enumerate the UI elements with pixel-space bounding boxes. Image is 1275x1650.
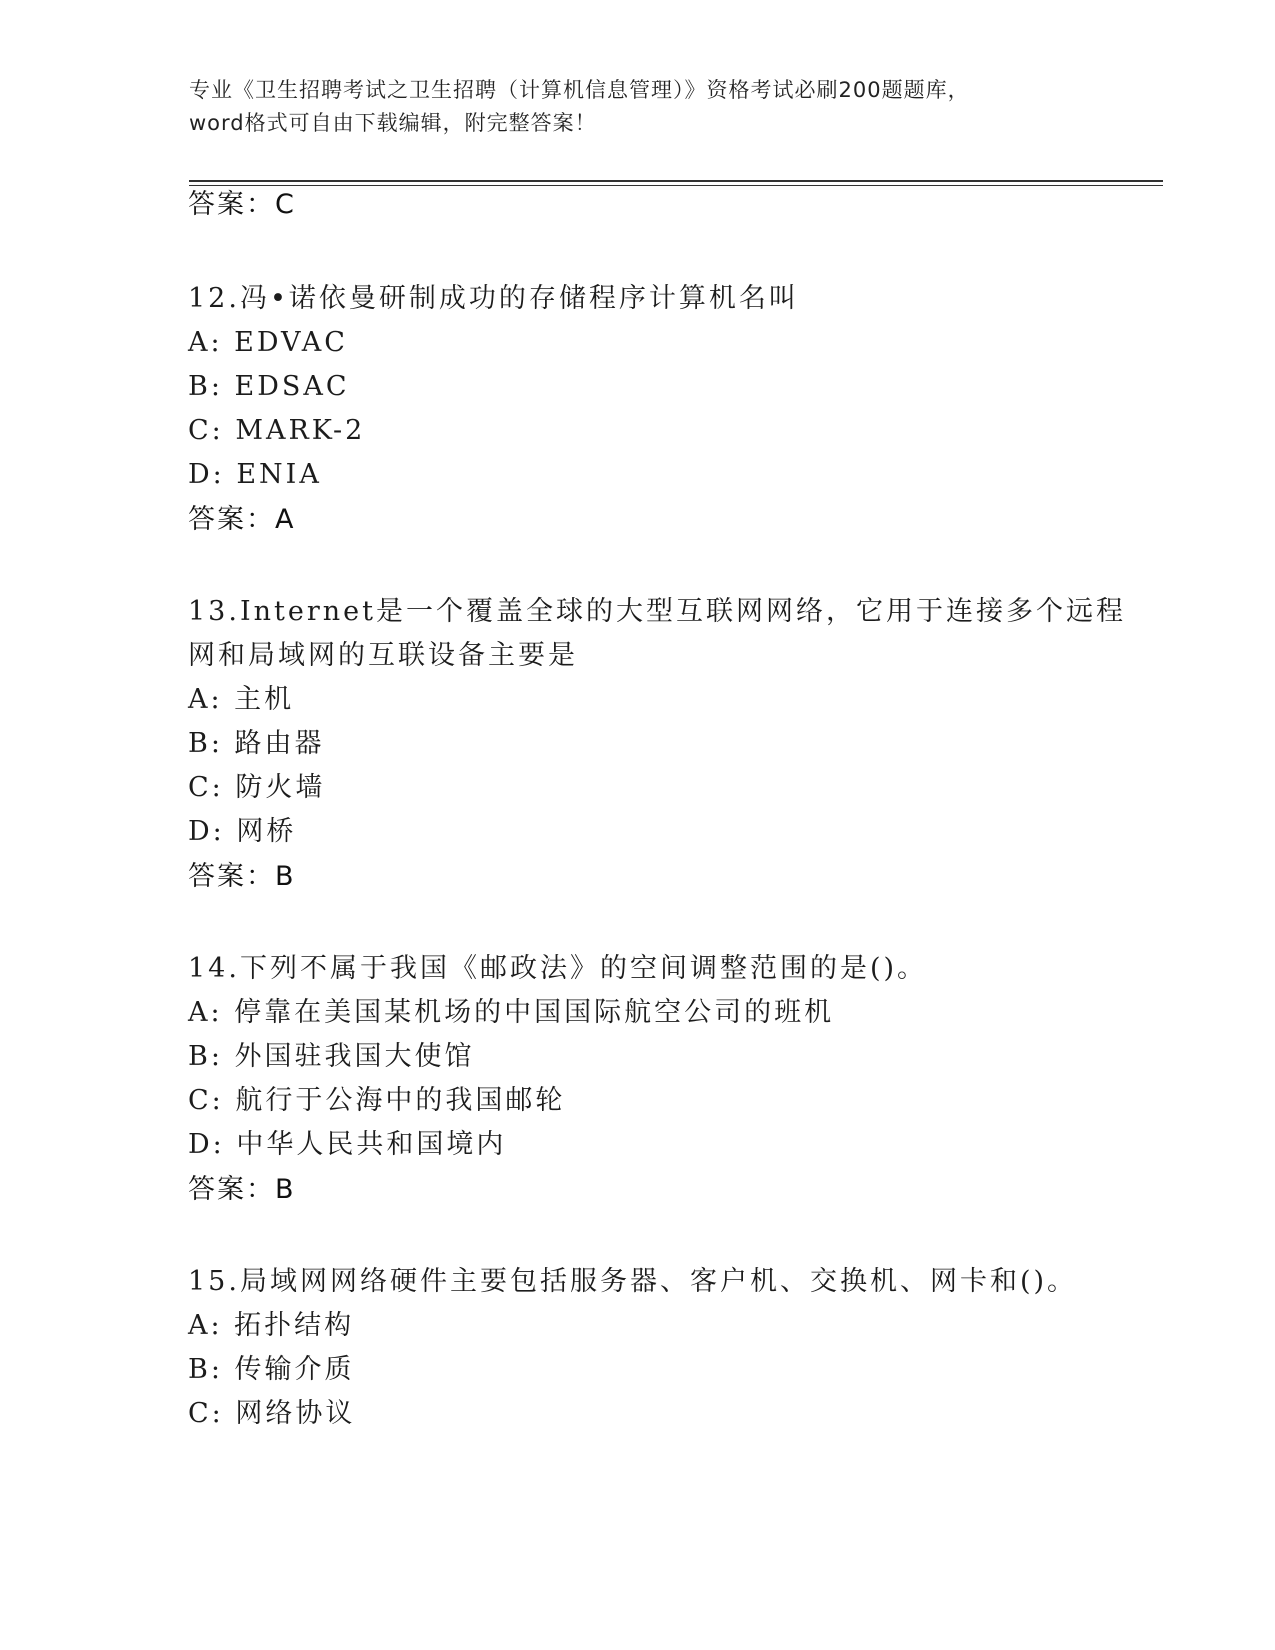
question-13-option-b: B: 路由器 [188,728,325,759]
question-12-option-d: D: ENIA [188,459,322,490]
question-13-stem-line-2: 网和局域网的互联设备主要是 [188,640,578,671]
question-13-answer: 答案：B [188,861,296,892]
header-rule-thin [189,185,1163,186]
question-14-option-c: C: 航行于公海中的我国邮轮 [188,1085,566,1116]
answer-previous: 答案：C [188,189,296,220]
question-13-option-c: C: 防火墙 [188,772,326,803]
question-15-option-c: C: 网络协议 [188,1398,356,1429]
question-12-stem: 12.冯•诺依曼研制成功的存储程序计算机名叫 [188,283,799,314]
page-header [189,74,1089,140]
question-15-stem: 15.局域网网络硬件主要包括服务器、客户机、交换机、网卡和()。 [188,1266,1078,1297]
question-12-option-a: A: EDVAC [188,327,348,358]
header-line-1: 专业《卫生招聘考试之卫生招聘（计算机信息管理）》资格考试必刷200题题库， [189,78,970,102]
question-13-option-a: A: 主机 [188,684,295,715]
question-15-option-a: A: 拓扑结构 [188,1310,355,1341]
question-13-option-d: D: 网桥 [188,816,297,847]
header-line-2: word格式可自由下载编辑，附完整答案！ [189,111,597,135]
question-14-answer: 答案：B [188,1174,296,1205]
question-14-option-d: D: 中华人民共和国境内 [188,1129,507,1160]
question-12-option-c: C: MARK-2 [188,415,366,446]
header-rule-thick [189,180,1163,182]
question-15-option-b: B: 传输介质 [188,1354,355,1385]
question-14-stem: 14.下列不属于我国《邮政法》的空间调整范围的是()。 [188,953,928,984]
question-12-option-b: B: EDSAC [188,371,350,402]
question-12-answer: 答案：A [188,504,296,535]
question-14-option-a: A: 停靠在美国某机场的中国国际航空公司的班机 [188,997,835,1028]
question-14-option-b: B: 外国驻我国大使馆 [188,1041,475,1072]
question-13-stem-line-1: 13.Internet是一个覆盖全球的大型互联网网络，它用于连接多个远程 [188,596,1126,627]
